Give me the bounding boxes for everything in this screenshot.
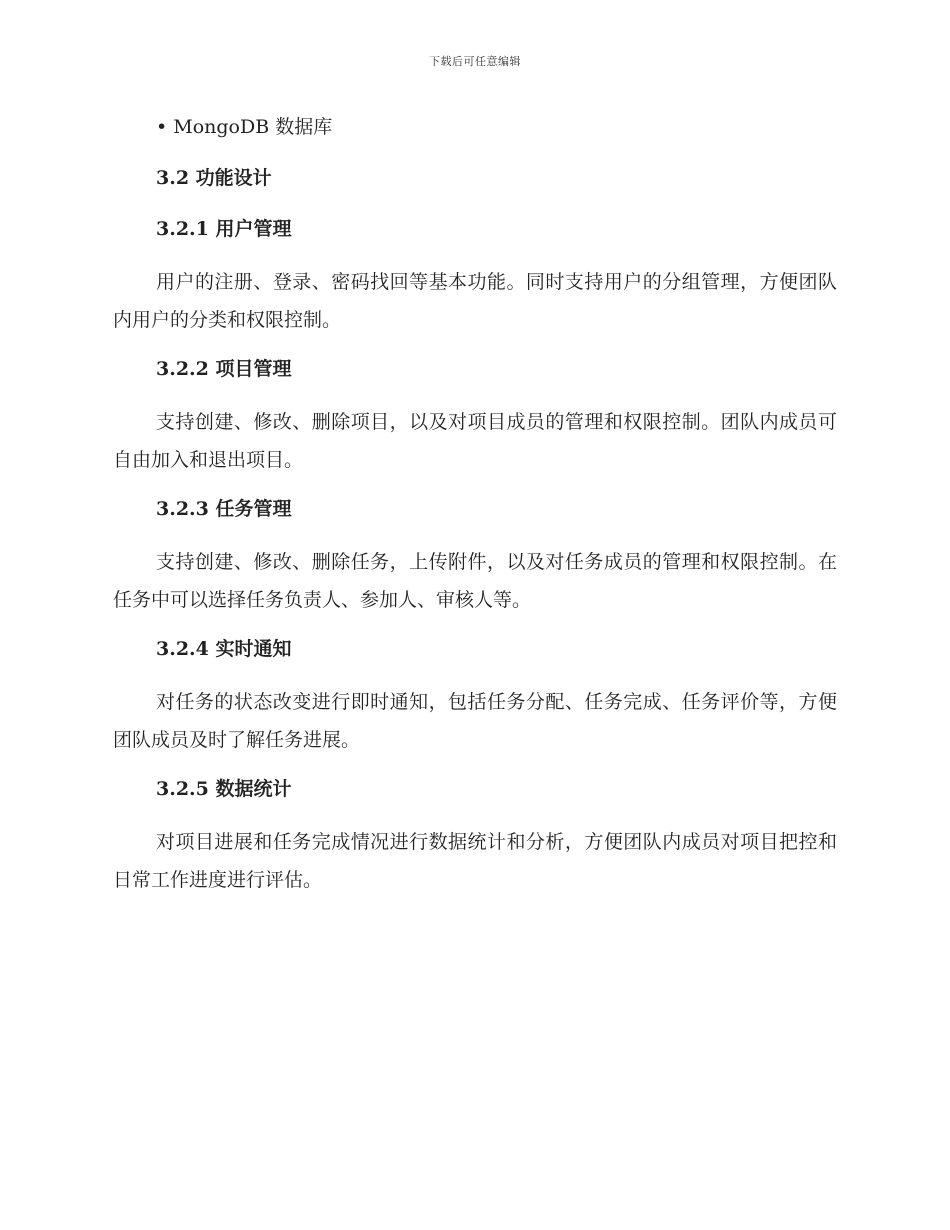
section-body-3-2-1: 用户的注册、登录、密码找回等基本功能。同时支持用户的分组管理，方便团队内用户的分类和权限控制。 (113, 271, 837, 331)
section-body-3-2-2: 支持创建、修改、删除项目，以及对项目成员的管理和权限控制。团队内成员可自由加入和退出项目。 (113, 411, 837, 471)
section-heading-3-2: 3.2 功能设计 (156, 167, 272, 189)
section-heading-3-2-1: 3.2.1 用户管理 (156, 218, 292, 240)
section-heading-3-2-3: 3.2.3 任务管理 (156, 498, 292, 520)
bullet-item-mongodb: • MongoDB 数据库 (156, 116, 333, 138)
section-heading-3-2-2: 3.2.2 项目管理 (156, 358, 292, 380)
page-header: 下载后可任意编辑 (429, 55, 521, 68)
section-body-3-2-4: 对任务的状态改变进行即时通知，包括任务分配、任务完成、任务评价等，方便团队成员及时了解任务进展。 (113, 691, 837, 751)
section-heading-3-2-5: 3.2.5 数据统计 (156, 778, 292, 800)
section-heading-3-2-4: 3.2.4 实时通知 (156, 638, 292, 660)
section-body-3-2-5: 对项目进展和任务完成情况进行数据统计和分析，方便团队内成员对项目把控和日常工作进度进行评估。 (113, 831, 837, 891)
section-body-3-2-3: 支持创建、修改、删除任务，上传附件，以及对任务成员的管理和权限控制。在任务中可以选择任务负责人、参加人、审核人等。 (113, 551, 837, 611)
document-body (113, 110, 837, 912)
